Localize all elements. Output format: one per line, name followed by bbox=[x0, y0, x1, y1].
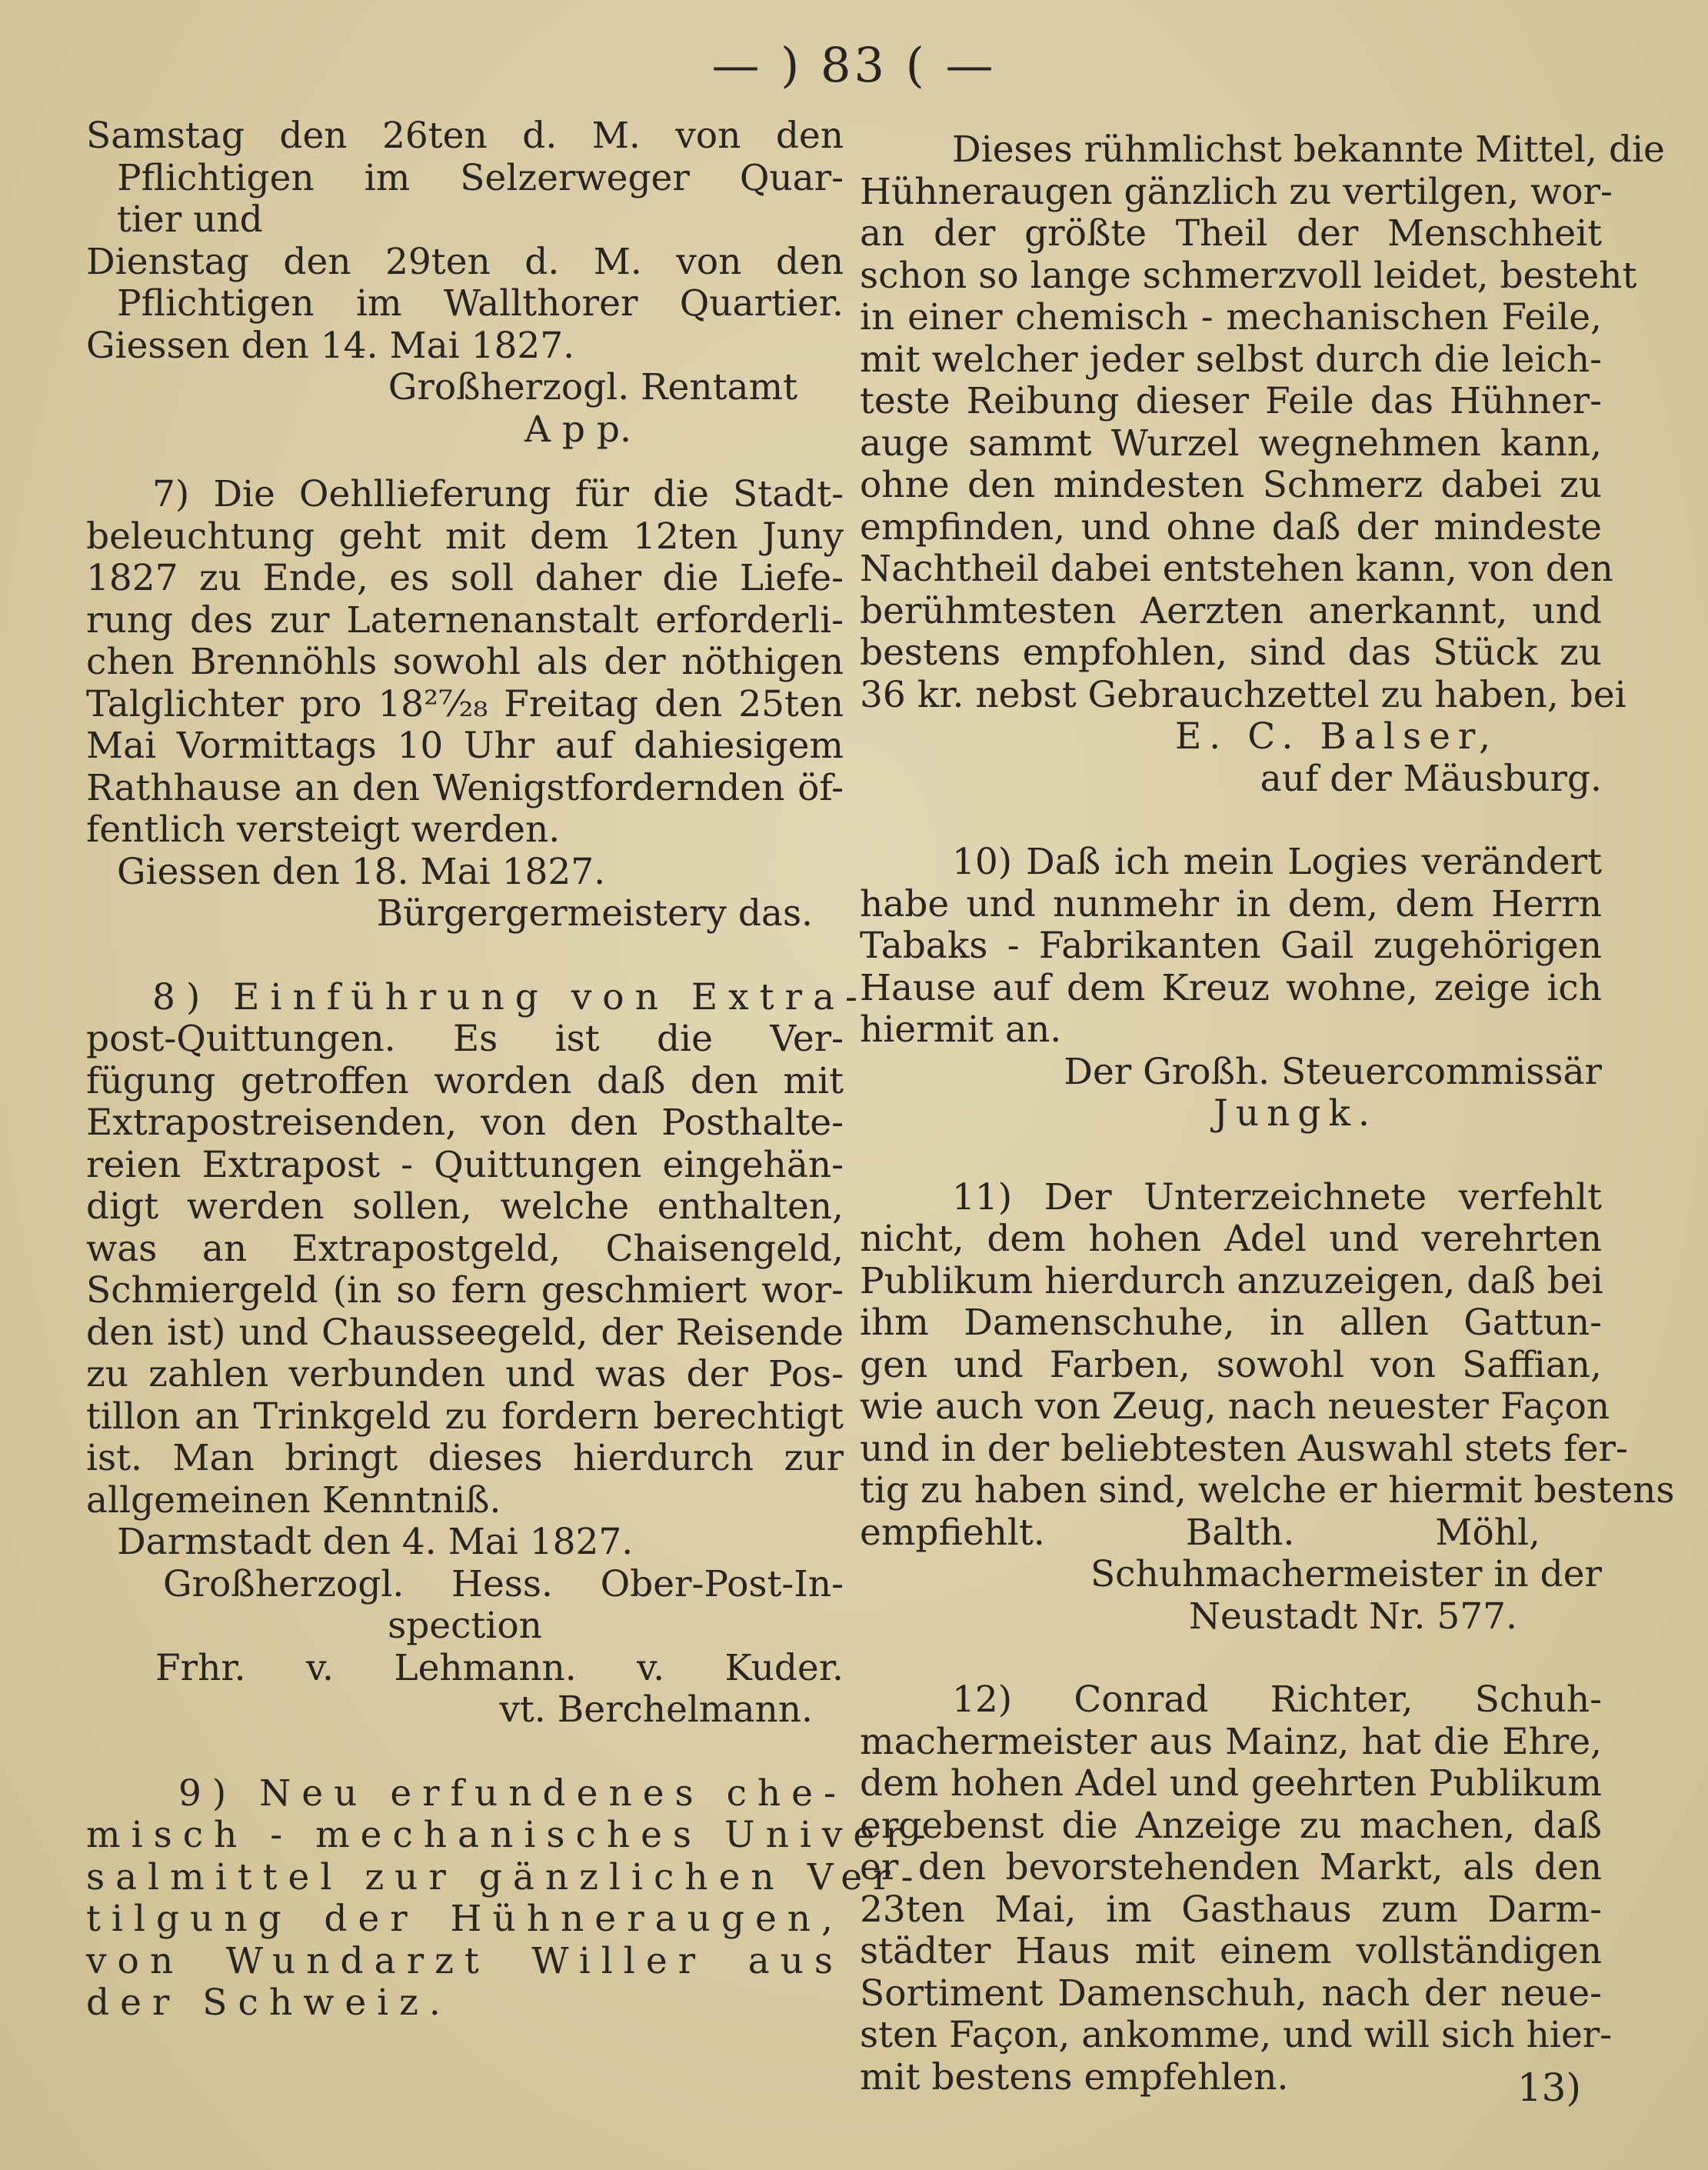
text-line: dem hohen Adel und geehrten Publikum bbox=[860, 1762, 1602, 1805]
text-line: berühmtesten Aerzten anerkannt, und bbox=[860, 589, 1602, 632]
text-line: habe und nunmehr in dem, dem Herrn bbox=[860, 882, 1602, 925]
text-line: 12) Conrad Richter, Schuh- bbox=[952, 1678, 1602, 1721]
signature: Großherzogl. Hess. Ober-Post-In- bbox=[163, 1562, 844, 1605]
text-line: zu zahlen verbunden und was der Pos- bbox=[86, 1353, 844, 1395]
text-line: Dieses rühmlichst bekannte Mittel, die bbox=[952, 128, 1665, 171]
text-line: Pflichtigen im Selzerweger Quar- bbox=[117, 156, 844, 199]
text-line: reien Extrapost - Quittungen eingehän- bbox=[86, 1143, 844, 1186]
text-line: mit welcher jeder selbst durch die leich- bbox=[860, 338, 1602, 381]
text-line: tig zu haben sind, welche er hiermit bestens bbox=[860, 1469, 1675, 1512]
text-line: den ist) und Chausseegeld, der Reisende bbox=[86, 1311, 844, 1354]
text-line: bestens empfohlen, sind das Stück zu bbox=[860, 632, 1602, 674]
text-line: Hause auf dem Kreuz wohne, zeige ich bbox=[860, 966, 1602, 1009]
text-line: empfinden, und ohne daß der mindeste bbox=[860, 505, 1602, 548]
signature: vt. Berchelmann. bbox=[499, 1688, 813, 1731]
text-line: Hühneraugen gänzlich zu vertilgen, wor- bbox=[860, 170, 1613, 213]
text-line: ist. Man bringt dieses hierdurch zur bbox=[86, 1437, 844, 1479]
text-line: rung des zur Laternenanstalt erforderli- bbox=[86, 598, 844, 642]
text-line: teste Reibung dieser Feile das Hühner- bbox=[860, 380, 1602, 422]
text-line: machermeister aus Mainz, hat die Ehre, bbox=[860, 1720, 1602, 1763]
catchword: 13) bbox=[1517, 2065, 1581, 2110]
text-line: ihm Damenschuhe, in allen Gattun- bbox=[860, 1302, 1602, 1344]
text-line: 7) Die Oehllieferung für die Stadt- bbox=[152, 473, 844, 515]
text-line: Rathhause an den Wenigstfordernden öf- bbox=[86, 766, 844, 809]
signature: Der Großh. Steuercommissär bbox=[1064, 1050, 1602, 1093]
text-line: beleuchtung geht mit dem 12ten Juny bbox=[86, 515, 844, 558]
text-line: Dienstag den 29ten d. M. von den bbox=[86, 240, 844, 283]
heading-line: der Schweiz. bbox=[86, 1982, 451, 2024]
signature: Frhr. v. Lehmann. v. Kuder. bbox=[155, 1646, 844, 1689]
heading-line: von Wundarzt Willer aus bbox=[86, 1939, 844, 1982]
text-line: in einer chemisch - mechanischen Feile, bbox=[860, 296, 1602, 338]
text-line: chen Brennöhls sowohl als der nöthigen bbox=[86, 641, 844, 683]
text-line: fentlich versteigt werden. bbox=[86, 808, 561, 851]
signature: Neustadt Nr. 577. bbox=[1188, 1595, 1517, 1638]
text-line: Pflichtigen im Wallthorer Quartier. bbox=[117, 282, 844, 325]
text-line: und in der beliebtesten Auswahl stets fer- bbox=[860, 1427, 1628, 1470]
text-line: er den bevorstehenden Markt, als den bbox=[860, 1846, 1602, 1888]
signature: Großherzogl. Rentamt bbox=[388, 366, 797, 408]
text-line: fügung getroffen worden daß den mit bbox=[86, 1059, 844, 1102]
right-column bbox=[860, 128, 1675, 2098]
text-line: nicht, dem hohen Adel und verehrten bbox=[860, 1218, 1602, 1260]
text-line: 11) Der Unterzeichnete verfehlt bbox=[952, 1175, 1602, 1218]
signature: E. C. Balser, bbox=[1175, 715, 1499, 758]
text-line: Nachtheil dabei entstehen kann, von den bbox=[860, 548, 1613, 590]
text-line: Samstag den 26ten d. M. von den bbox=[86, 115, 844, 157]
text-line: wie auch von Zeug, nach neuester Façon bbox=[860, 1385, 1610, 1428]
text-line: tillon an Trinkgeld zu fordern berechtigt bbox=[86, 1395, 844, 1438]
text-line: gen und Farben, sowohl von Saffian, bbox=[860, 1343, 1602, 1386]
text-line: Mai Vormittags 10 Uhr auf dahiesigem bbox=[86, 725, 844, 767]
text-line: sten Façon, ankomme, und will sich hier- bbox=[860, 2014, 1613, 2056]
text-line: Publikum hierdurch anzuzeigen, daß bei bbox=[860, 1259, 1603, 1302]
text-line: an der größte Theil der Menschheit bbox=[860, 212, 1602, 255]
heading-line: misch - mechanisches Univer- bbox=[86, 1814, 937, 1856]
text-line: allgemeinen Kenntniß. bbox=[86, 1478, 501, 1522]
text-line: Sortiment Damenschuh, nach der neue- bbox=[860, 1972, 1602, 2015]
heading-line: tilgung der Hühneraugen, bbox=[86, 1898, 844, 1940]
text-line: schon so lange schmerzvoll leidet, besteht bbox=[860, 254, 1637, 297]
text-line: hiermit an. bbox=[860, 1008, 1062, 1051]
heading-line: salmittel zur gänzlichen Ver- bbox=[86, 1855, 924, 1898]
date-line: Giessen den 18. Mai 1827. bbox=[117, 850, 606, 893]
text-line: tier und bbox=[117, 198, 263, 241]
text-line: 23ten Mai, im Gasthaus zum Darm- bbox=[860, 1888, 1602, 1931]
signature: Jungk. bbox=[1214, 1092, 1377, 1135]
text-line: empfiehlt. Balth. Möhl, bbox=[860, 1511, 1540, 1554]
signature: Bürgergermeistery das. bbox=[376, 892, 813, 935]
text-line: ohne den mindesten Schmerz dabei zu bbox=[860, 464, 1602, 506]
text-line: post-Quittungen. Es ist die Ver- bbox=[86, 1018, 844, 1060]
text-line: mit bestens empfehlen. bbox=[860, 2055, 1289, 2098]
text-line: städter Haus mit einem vollständigen bbox=[860, 1930, 1602, 1972]
text-line: Schmiergeld (in so fern geschmiert wor- bbox=[86, 1269, 844, 1312]
text-line: Talglichter pro 18²⁷⁄₂₈ Freitag den 25ten bbox=[86, 682, 844, 725]
text-line: ergebenst die Anzeige zu machen, daß bbox=[860, 1804, 1602, 1847]
text-line: Extrapostreisenden, von den Posthalte- bbox=[86, 1102, 844, 1144]
text-line: auge sammt Wurzel wegnehmen kann, bbox=[860, 422, 1602, 465]
text-line: 10) Daß ich mein Logies verändert bbox=[952, 841, 1602, 883]
text-line: digt werden sollen, welche enthalten, bbox=[86, 1185, 844, 1228]
text-line: Tabaks - Fabrikanten Gail zugehörigen bbox=[860, 925, 1602, 967]
heading-line: 8) Einführung von Extra- bbox=[152, 975, 868, 1018]
date-line: Darmstadt den 4. Mai 1827. bbox=[117, 1521, 634, 1563]
signature: Schuhmachermeister in der bbox=[1090, 1553, 1602, 1595]
text-line: 1827 zu Ende, es soll daher die Liefe- bbox=[86, 557, 844, 599]
heading-line: 9) Neu erfundenes che- bbox=[178, 1772, 847, 1815]
text-line: 36 kr. nebst Gebrauchzettel zu haben, bei bbox=[860, 673, 1626, 716]
date-line: Giessen den 14. Mai 1827. bbox=[86, 324, 575, 367]
signature: spection bbox=[388, 1605, 542, 1647]
text-line: was an Extrapostgeld, Chaisengeld, bbox=[86, 1227, 844, 1270]
left-column bbox=[86, 115, 937, 2025]
signature: auf der Mäusburg. bbox=[1260, 757, 1602, 800]
page-number: — ) 83 ( — bbox=[711, 37, 997, 93]
signature: A p p. bbox=[524, 408, 631, 451]
